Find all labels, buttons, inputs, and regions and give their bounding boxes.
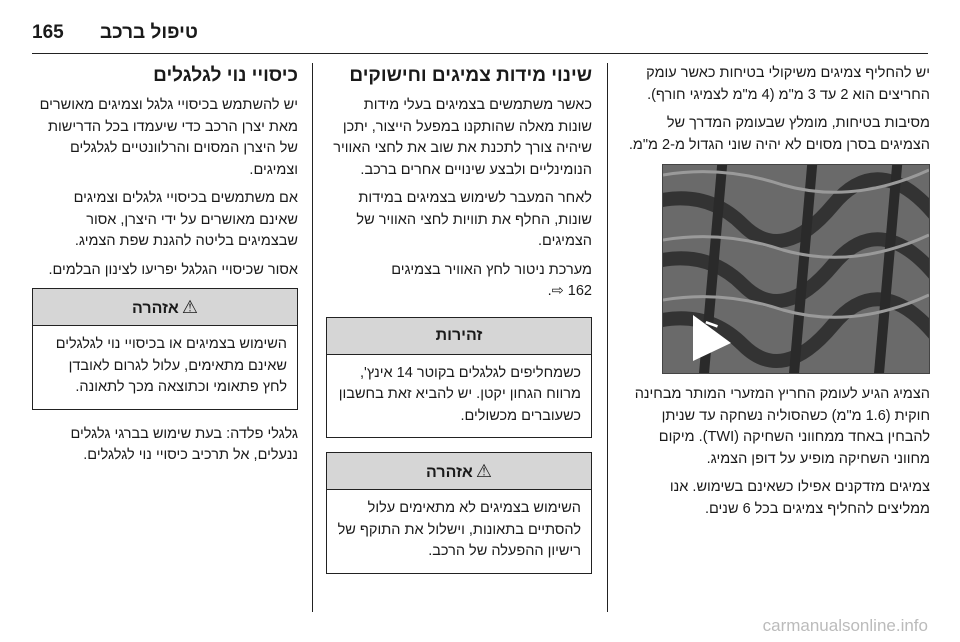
wheel-covers-title: כיסויי נוי לגלגלים bbox=[153, 65, 298, 86]
tire-aging-paragraph: צמיגים מזדקנים אפילו כשאינם בשימוש. אנו ממליצים להחליף צמיגים בכל 6 שנים. bbox=[669, 479, 930, 517]
wheel-covers-paragraph-2: אם משתמשים בכיסויי גלגלים וצמיגים שאינם מאושרים על ידי היצרן, אסור שבצמיגים בליטה להגנת שפת הצמיג. bbox=[73, 190, 298, 249]
tread-indicator-paragraph: הצמיג הגיע לעומק החריץ המזערי המותר מבחינה חוקית (1.6 מ"מ) כשהסוליה נשחקה עד שניתן להבחין באחד ממחווני השחיקה (TWI). מיקום מחווני השחיקה מופיע על דופן הצמיג. bbox=[634, 386, 930, 467]
caution-box-title: זהירות bbox=[327, 318, 591, 355]
right-column bbox=[622, 63, 930, 527]
wheel-covers-paragraph-1: יש להשתמש בכיסויי גלגל וצמיגים מאושרים מאת יצרן הרכב כדי שיעמדו בכל הדרישות של היצרן המסוים והרלוונטיים לגלגלים וצמיגים. bbox=[39, 97, 298, 178]
tire-size-paragraph-1: כאשר משתמשים בצמיגים בעלי מידות שונות מאלה שהותקנו במפעל הייצור, יתכן שיהיה צורך לתכנת את שוב את לחצי האוויר הנומינליים ולבצע שינויים אחרים ברכב. bbox=[333, 97, 592, 178]
warning-box-middle-title: ⚠אזהרה bbox=[327, 453, 591, 490]
replace-tires-paragraph: יש להחליף צמיגים משיקולי בטיחות כאשר עומק החריצים הוא 2 עד 3 מ"מ (4 מ"מ לצמיגי חורף). bbox=[646, 65, 930, 103]
section-title: טיפול ברכב bbox=[100, 22, 198, 43]
warning-triangle-icon: ⚠ bbox=[475, 461, 492, 481]
twi-label: TWI bbox=[691, 318, 723, 357]
tread-difference-paragraph: מסיבות בטיחות, מומלץ שבעומק המדרך של הצמיגים בסרן מסוים לא יהיה שוני הגדול מ-2 מ"מ. bbox=[628, 115, 930, 153]
column-divider-left bbox=[312, 63, 313, 612]
tire-size-change-title: שינוי מידות צמיגים וחישוקים bbox=[349, 65, 592, 86]
caution-box bbox=[326, 317, 592, 439]
tpms-reference bbox=[326, 260, 592, 303]
warning-box-left-text: השימוש בצמיגים או בכיסויי נוי לגלגלים שאינם מתאימים, עלול לגרום לאובדן לחץ פתאומי וכתוצאה מכך לתאונה. bbox=[55, 336, 287, 395]
caution-box-text: כשמחליפים לגלגלים בקוטר 14 אינץ', מרווח הגחון יקטן. יש להביא זאת בחשבון כשעוברים מכשולים. bbox=[338, 364, 581, 424]
steel-wheels-paragraph: גלגלי פלדה: בעת שימוש בברגי גלגלים ננעלים, אל תרכיב כיסויי נוי לגלגלים. bbox=[70, 425, 298, 463]
page-header bbox=[0, 0, 960, 52]
left-column bbox=[32, 63, 298, 474]
warning-box-middle-text: השימוש בצמיגים לא מתאימים עלול להסתיים בתאונות, וישלול את התוקף של רישיון ההפעלה של הרכב. bbox=[337, 500, 581, 559]
warning-box-middle bbox=[326, 452, 592, 574]
watermark: carmanualsonline.info bbox=[762, 616, 928, 635]
tpms-reference-text: מערכת ניטור לחץ האוויר בצמיגים bbox=[391, 261, 592, 278]
header-rule bbox=[32, 53, 928, 54]
tire-size-paragraph-2: לאחר המעבר לשימוש בצמיגים במידות שונות, החלף את תוויות לחצי האוויר של הצמיגים. bbox=[356, 190, 592, 249]
page-number: 165 bbox=[32, 22, 64, 43]
tire-tread-image bbox=[662, 164, 930, 374]
warning-box-left-title: ⚠אזהרה bbox=[33, 289, 297, 326]
warning-triangle-icon: ⚠ bbox=[181, 297, 198, 317]
warning-box-left bbox=[32, 288, 298, 410]
tire-tread-illustration bbox=[663, 165, 929, 373]
middle-column bbox=[326, 63, 592, 588]
tpms-page-link[interactable]: 162 ⇨. bbox=[547, 283, 592, 299]
wheel-covers-paragraph-3: אסור שכיסויי הגלגל יפריעו לצינון הבלמים. bbox=[48, 261, 298, 278]
column-divider-right bbox=[607, 63, 608, 612]
